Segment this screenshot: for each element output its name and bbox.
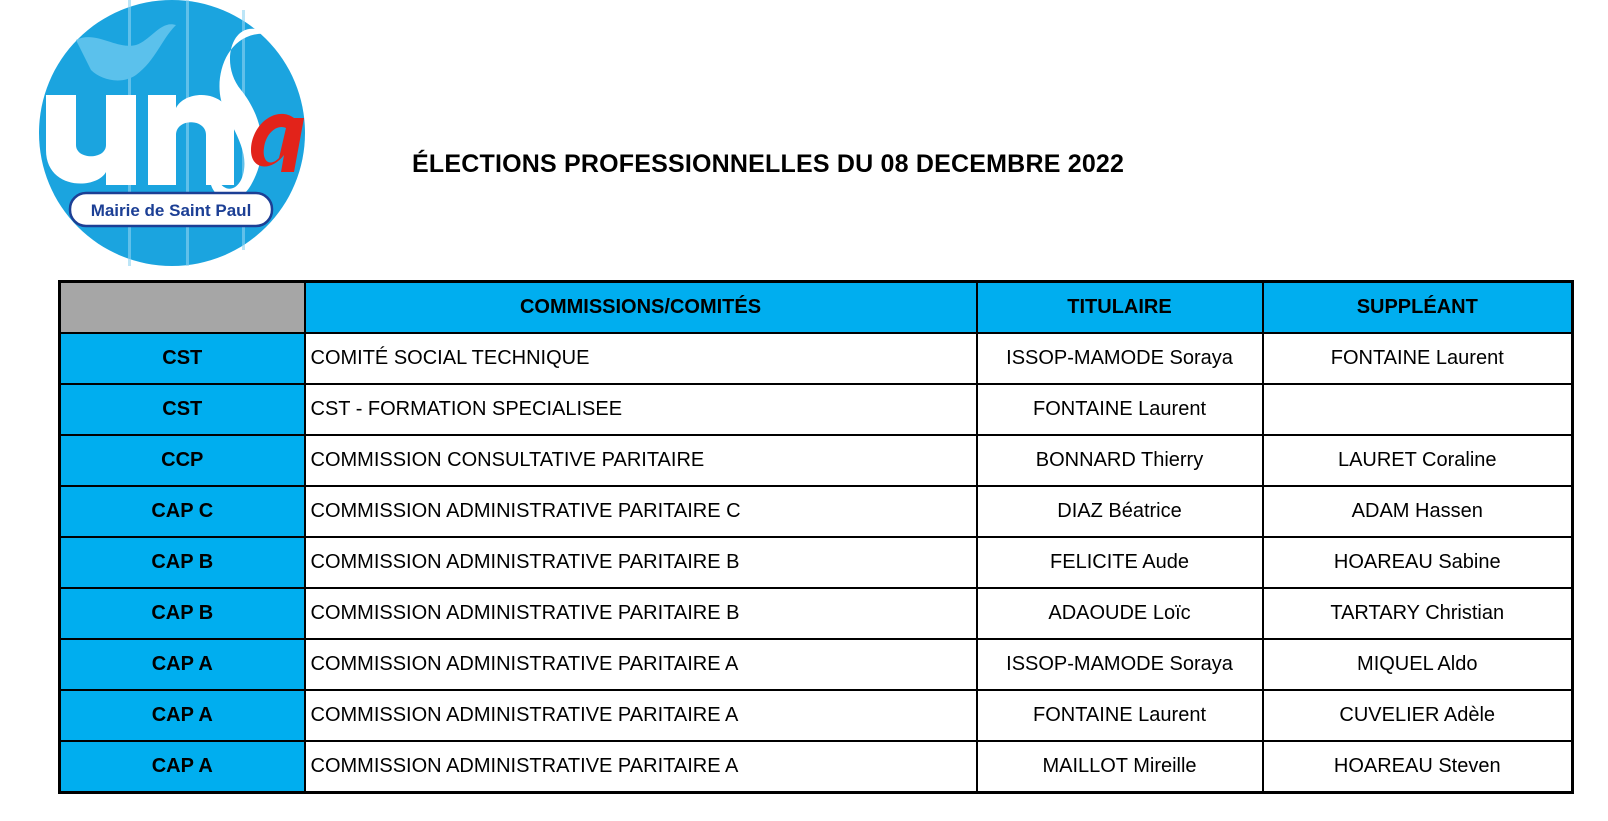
row-commission-name: CST - FORMATION SPECIALISEE [305,384,977,435]
row-suppleant: ADAM Hassen [1263,486,1573,537]
row-code: CAP C [60,486,305,537]
elections-table [58,280,1574,794]
table-row [60,741,1573,793]
row-commission-name: COMMISSION ADMINISTRATIVE PARITAIRE A [305,741,977,793]
header-titulaire: TITULAIRE [977,282,1263,334]
row-code: CST [60,384,305,435]
row-suppleant: TARTARY Christian [1263,588,1573,639]
row-commission-name: COMMISSION ADMINISTRATIVE PARITAIRE A [305,639,977,690]
row-suppleant: MIQUEL Aldo [1263,639,1573,690]
row-suppleant [1263,384,1573,435]
table-row [60,333,1573,384]
page-title: ÉLECTIONS PROFESSIONNELLES DU 08 DECEMBRE 2022 [412,150,1125,178]
table-header-row [60,282,1573,334]
row-code: CAP B [60,588,305,639]
row-suppleant: LAURET Coraline [1263,435,1573,486]
table-row [60,690,1573,741]
table-row [60,384,1573,435]
row-commission-name: COMMISSION ADMINISTRATIVE PARITAIRE C [305,486,977,537]
row-titulaire: FONTAINE Laurent [977,384,1263,435]
table-row [60,639,1573,690]
row-titulaire: ISSOP-MAMODE Soraya [977,333,1263,384]
table-row [60,588,1573,639]
row-suppleant: CUVELIER Adèle [1263,690,1573,741]
row-titulaire: DIAZ Béatrice [977,486,1263,537]
row-code: CAP A [60,741,305,793]
row-suppleant: HOAREAU Sabine [1263,537,1573,588]
row-code: CCP [60,435,305,486]
row-code: CAP A [60,690,305,741]
row-suppleant: FONTAINE Laurent [1263,333,1573,384]
row-commission-name: COMMISSION ADMINISTRATIVE PARITAIRE B [305,588,977,639]
row-commission-name: COMITÉ SOCIAL TECHNIQUE [305,333,977,384]
row-titulaire: BONNARD Thierry [977,435,1263,486]
header-suppleant: SUPPLÉANT [1263,282,1573,334]
row-titulaire: FONTAINE Laurent [977,690,1263,741]
header-corner-cell [60,282,305,334]
table-row [60,486,1573,537]
row-titulaire: ADAOUDE Loïc [977,588,1263,639]
table-row [60,537,1573,588]
row-titulaire: ISSOP-MAMODE Soraya [977,639,1263,690]
header-commissions: COMMISSIONS/COMITÉS [305,282,977,334]
row-commission-name: COMMISSION ADMINISTRATIVE PARITAIRE A [305,690,977,741]
unsa-logo [36,0,308,270]
row-commission-name: COMMISSION CONSULTATIVE PARITAIRE [305,435,977,486]
row-commission-name: COMMISSION ADMINISTRATIVE PARITAIRE B [305,537,977,588]
logo-badge-text: Mairie de Saint Paul [90,201,252,220]
row-code: CST [60,333,305,384]
row-code: CAP A [60,639,305,690]
unsa-logo-graphic [36,0,308,270]
row-titulaire: MAILLOT Mireille [977,741,1263,793]
row-code: CAP B [60,537,305,588]
table-row [60,435,1573,486]
row-titulaire: FELICITE Aude [977,537,1263,588]
row-suppleant: HOAREAU Steven [1263,741,1573,793]
